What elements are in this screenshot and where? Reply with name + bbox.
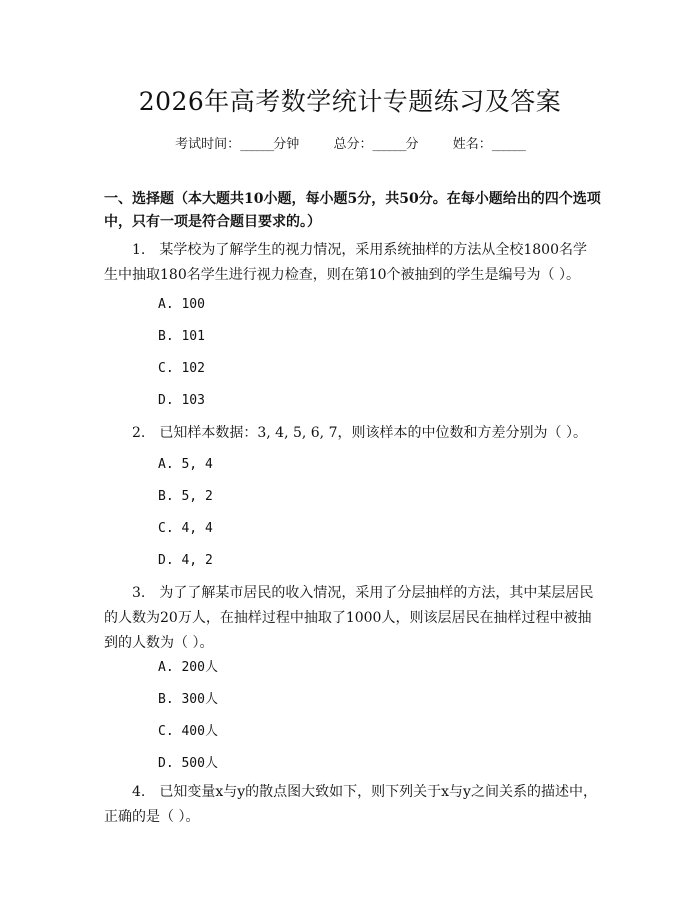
question-3-text: 3. 为了了解某市居民的收入情况，采用了分层抽样的方法，其中某层居民的人数为20万人，在抽样过程中抽取了1000人，则该层居民在抽样过程中被抽到的人数为（ ）。 (104, 585, 594, 651)
time-unit: 分钟 (273, 137, 300, 152)
question-1-option-a: A. 100 (158, 297, 205, 312)
section-heading: 一、选择题（本大题共10小题，每小题5分，共50分。在每小题给出的四个选项中，只有一项是符合题目要求的。） (104, 191, 601, 230)
question-2-option-d: D. 4, 2 (158, 553, 213, 568)
time-label: 考试时间： (175, 137, 241, 152)
name-blank: ______ (491, 137, 525, 152)
score-unit: 分 (405, 137, 419, 152)
name-label: 姓名： (452, 137, 492, 152)
time-blank: ______ (240, 137, 274, 152)
page-title: 2026年高考数学统计专题练习及答案 (138, 87, 562, 116)
question-2-option-c: C. 4, 4 (158, 521, 213, 536)
question-3-option-c: C. 400人 (158, 724, 218, 739)
question-4-text: 4. 已知变量x与y的散点图大致如下，则下列关于x与y之间关系的描述中，正确的是（ ）。 (104, 784, 597, 825)
question-1-option-c: C. 102 (158, 361, 205, 376)
question-3-option-b: B. 300人 (158, 692, 218, 707)
question-3-option-d: D. 500人 (158, 756, 218, 771)
question-1-text: 1. 某学校为了解学生的视力情况，采用系统抽样的方法从全校1800名学生中抽取180名学生进行视力检查，则在第10个被抽到的学生是编号为（ ）。 (104, 242, 587, 283)
question-2-text: 2. 已知样本数据：3, 4, 5, 6, 7，则该样本的中位数和方差分别为（ ）。 (132, 425, 587, 441)
question-2-option-a: A. 5, 4 (158, 457, 213, 472)
question-3-option-a: A. 200人 (158, 660, 218, 675)
exam-meta-line (0, 133, 700, 152)
score-label: 总分： (333, 137, 373, 152)
question-1-option-d: D. 103 (158, 393, 205, 408)
score-blank: ______ (372, 137, 406, 152)
question-2-option-b: B. 5, 2 (158, 489, 213, 504)
question-1-option-b: B. 101 (158, 329, 205, 344)
